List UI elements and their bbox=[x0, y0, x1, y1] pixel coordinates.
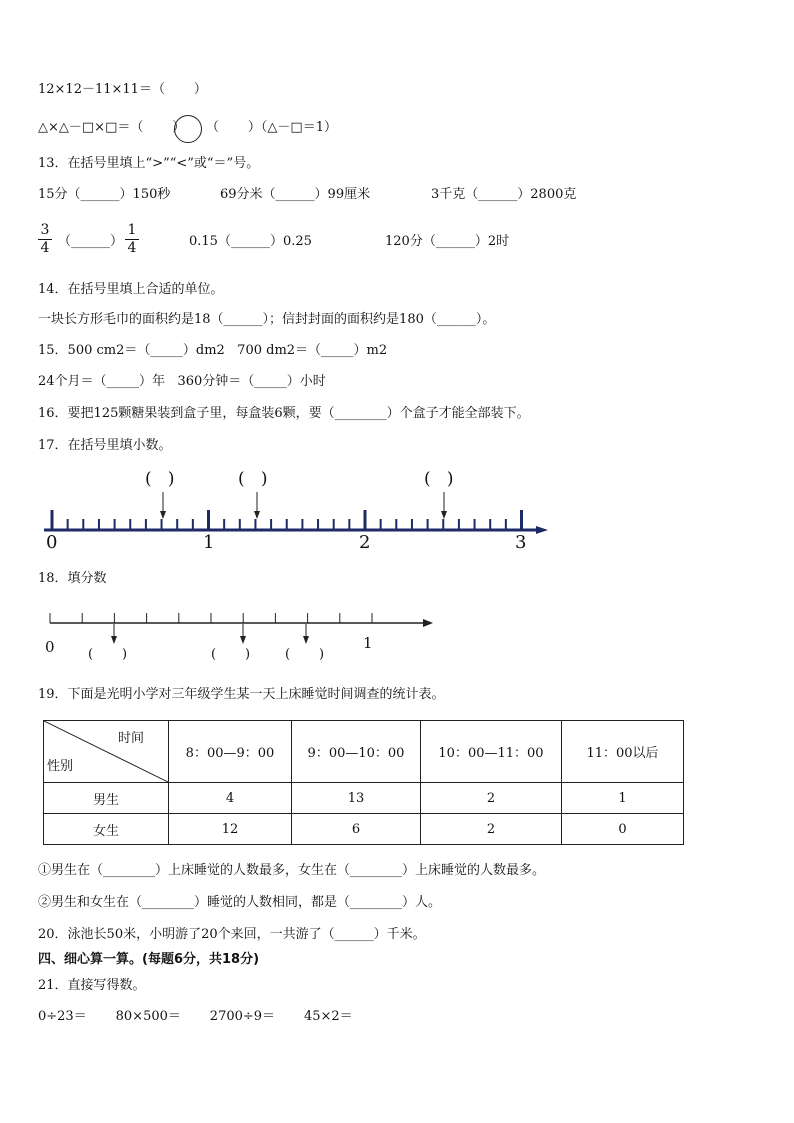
nl17-bracket-2: ( ) bbox=[238, 469, 268, 489]
expr-line-1: 12×12－11×11＝（ ） bbox=[38, 82, 207, 97]
table-cell: 2 bbox=[421, 783, 562, 814]
q14-body: 一块长方形毛巾的面积约是18（______）；信封封面的面积约是180（______）。 bbox=[38, 312, 496, 327]
nl17-pointer-arrowhead bbox=[160, 511, 166, 519]
table-corner-cell bbox=[44, 721, 169, 783]
q17-title: 17．在括号里填小数。 bbox=[38, 438, 172, 453]
nl17-label-3: 3 bbox=[515, 532, 527, 553]
expr-line-2: △×△－□×□＝（ ） bbox=[38, 120, 186, 135]
row-label: 男生 bbox=[44, 783, 169, 814]
corner-label-time: 时间 bbox=[117, 731, 144, 746]
nl18-label-0: 0 bbox=[45, 638, 55, 656]
nl18-pointer-arrowhead bbox=[111, 636, 117, 644]
corner-label-gender: 性别 bbox=[47, 759, 74, 774]
table-header: 8：00—9：00 bbox=[169, 721, 292, 783]
row-label: 女生 bbox=[44, 814, 169, 845]
q19-part-a: ①男生在（________）上床睡觉的人数最多，女生在（________）上床睡觉的人数最多。 bbox=[38, 863, 546, 878]
q13-item-decimal: 0.15（______）0.25 bbox=[189, 234, 312, 249]
q13-title: 13．在括号里填上“>”“<”或“＝”号。 bbox=[38, 156, 260, 171]
nl18-pointer-arrowhead bbox=[303, 636, 309, 644]
nl18-label-1: 1 bbox=[363, 634, 373, 652]
blank-circle[interactable] bbox=[174, 115, 202, 143]
nl18-bracket-1: ( ) bbox=[88, 647, 128, 662]
table-cell: 2 bbox=[421, 814, 562, 845]
q13-item-length: 69分米（______）99厘米 bbox=[220, 187, 371, 202]
nl17-label-1: 1 bbox=[203, 532, 215, 553]
section-4-heading: 四、细心算一算。(每题6分，共18分) bbox=[38, 952, 260, 967]
sleep-stats-table bbox=[43, 720, 684, 845]
q15-line-2: 24个月＝（_____）年 360分钟＝（_____）小时 bbox=[38, 374, 326, 389]
q18-title: 18．填分数 bbox=[38, 571, 107, 586]
expr-line-2b: （ ）（△－□＝1） bbox=[206, 120, 337, 135]
q13-item-mass: 3千克（______）2800克 bbox=[431, 187, 577, 202]
table-cell: 0 bbox=[562, 814, 684, 845]
nl17-pointer-arrowhead bbox=[441, 511, 447, 519]
nl17-arrowhead bbox=[536, 526, 548, 534]
nl17-label-2: 2 bbox=[359, 532, 371, 553]
table-cell: 6 bbox=[292, 814, 421, 845]
q13-item-minutes: 120分（______）2时 bbox=[385, 234, 510, 249]
q16: 16．要把125颗糖果装到盒子里，每盒装6颗，要（________）个盒子才能全部装下。 bbox=[38, 406, 530, 421]
fraction-1-4: 1 4 bbox=[125, 222, 139, 257]
nl17-bracket-1: ( ) bbox=[145, 469, 175, 489]
nl18-pointer-arrowhead bbox=[240, 636, 246, 644]
q19-part-b: ②男生和女生在（________）睡觉的人数相同，都是（________）人。 bbox=[38, 895, 442, 910]
nl17-label-0: 0 bbox=[46, 532, 58, 553]
q19-title: 19．下面是光明小学对三年级学生某一天上床睡觉时间调查的统计表。 bbox=[38, 687, 445, 702]
fraction-3-4: 3 4 bbox=[38, 222, 52, 257]
table-header: 9：00—10：00 bbox=[292, 721, 421, 783]
nl18-arrowhead bbox=[423, 619, 433, 627]
table-row bbox=[44, 783, 684, 814]
table-cell: 1 bbox=[562, 783, 684, 814]
table-cell: 13 bbox=[292, 783, 421, 814]
table-cell: 4 bbox=[169, 783, 292, 814]
q21-title: 21．直接写得数。 bbox=[38, 978, 146, 993]
q21-body: 0÷23＝ 80×500＝ 2700÷9＝ 45×2＝ bbox=[38, 1009, 353, 1024]
q20: 20．泳池长50米，小明游了20个来回，一共游了（______）千米。 bbox=[38, 927, 426, 942]
nl17-bracket-3: ( ) bbox=[424, 469, 454, 489]
q13-item-time: 15分（______）150秒 bbox=[38, 187, 171, 202]
nl18-bracket-3: ( ) bbox=[285, 647, 325, 662]
q14-title: 14．在括号里填上合适的单位。 bbox=[38, 282, 224, 297]
table-cell: 12 bbox=[169, 814, 292, 845]
q15-line-1: 15．500 cm2＝（_____）dm2 700 dm2＝（_____）m2 bbox=[38, 343, 388, 358]
nl18-bracket-2: ( ) bbox=[211, 647, 251, 662]
nl17-pointer-arrowhead bbox=[254, 511, 260, 519]
table-row bbox=[44, 814, 684, 845]
table-header: 11：00以后 bbox=[562, 721, 684, 783]
q13-fraction-blank: （______） bbox=[58, 234, 124, 249]
table-header: 10：00—11：00 bbox=[421, 721, 562, 783]
